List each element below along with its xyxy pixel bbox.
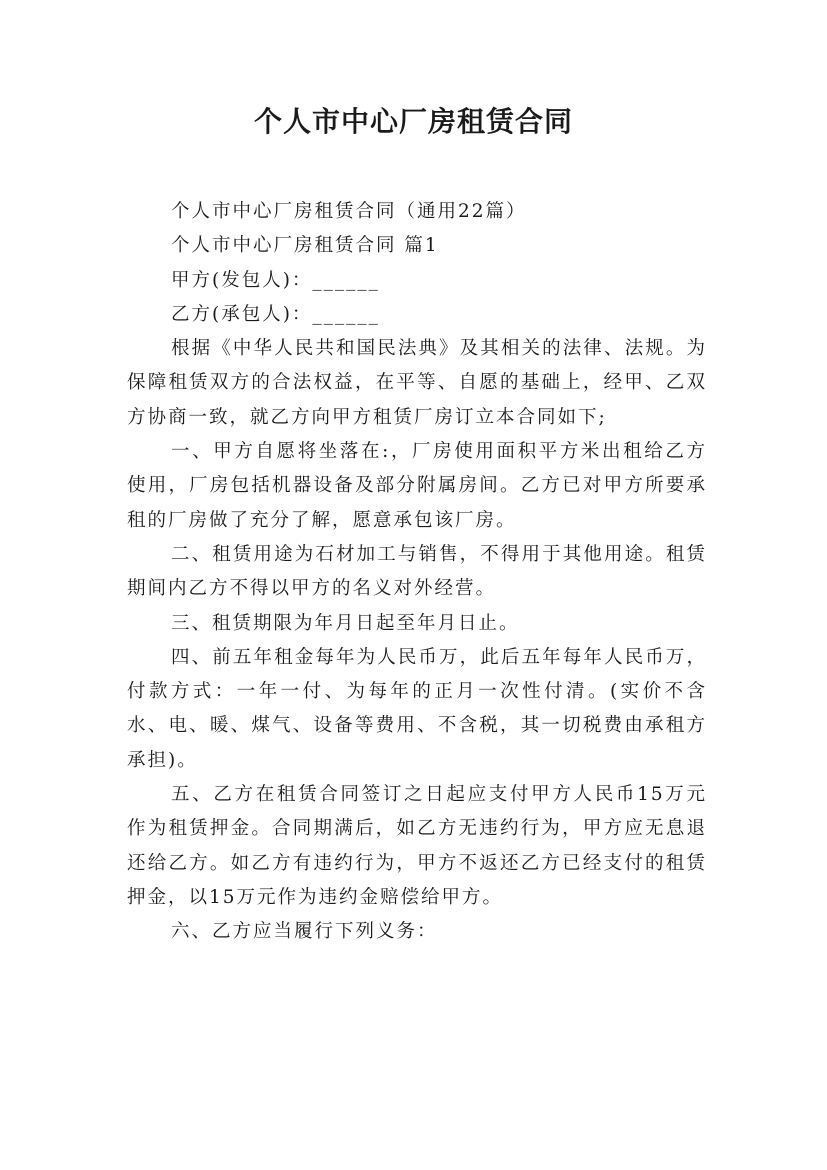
paragraph-clause-2: 二、租赁用途为石材加工与销售，不得用于其他用途。租赁期间内乙方不得以甲方的名义对外经营。 — [127, 543, 707, 600]
document-title: 个人市中心厂房租赁合同 — [253, 105, 573, 138]
paragraph-party-a: 甲方(发包人)：______ — [171, 269, 380, 291]
paragraph-clause-3: 三、租赁期限为年月日起至年月日止。 — [171, 612, 520, 634]
paragraph-section-heading: 个人市中心厂房租赁合同 篇1 — [171, 235, 439, 257]
paragraph-clause-5: 五、乙方在租赁合同签订之日起应支付甲方人民币15万元作为租赁押金。合同期满后，如乙方无违约行为，甲方应无息退还给乙方。如乙方有违约行为，甲方不返还乙方已经支付的租赁押金，以15万元作为违约金赔偿给甲方。 — [127, 784, 707, 908]
paragraph-preamble: 根据《中华人民共和国民法典》及其相关的法律、法规。为保障租赁双方的合法权益，在平等、自愿的基础上，经甲、乙双方协商一致，就乙方向甲方租赁厂房订立本合同如下; — [127, 338, 707, 428]
paragraph-subtitle: 个人市中心厂房租赁合同（通用22篇） — [171, 201, 527, 222]
paragraph-clause-6: 六、乙方应当履行下列义务： — [171, 921, 438, 943]
paragraph-clause-4: 四、前五年租金每年为人民币万，此后五年每年人民币万，付款方式：一年一付、为每年的正月一次性付清。(实价不含水、电、暖、煤气、设备等费用、不含税，其一切税费由承租方承担)。 — [127, 646, 707, 771]
document-body — [127, 195, 707, 950]
paragraph-clause-1: 一、甲方自愿将坐落在:，厂房使用面积平方米出租给乙方使用，厂房包括机器设备及部分附属房间。乙方已对甲方所要承租的厂房做了充分了解，愿意承包该厂房。 — [127, 441, 707, 531]
paragraph-party-b: 乙方(承包人)：______ — [171, 303, 380, 325]
